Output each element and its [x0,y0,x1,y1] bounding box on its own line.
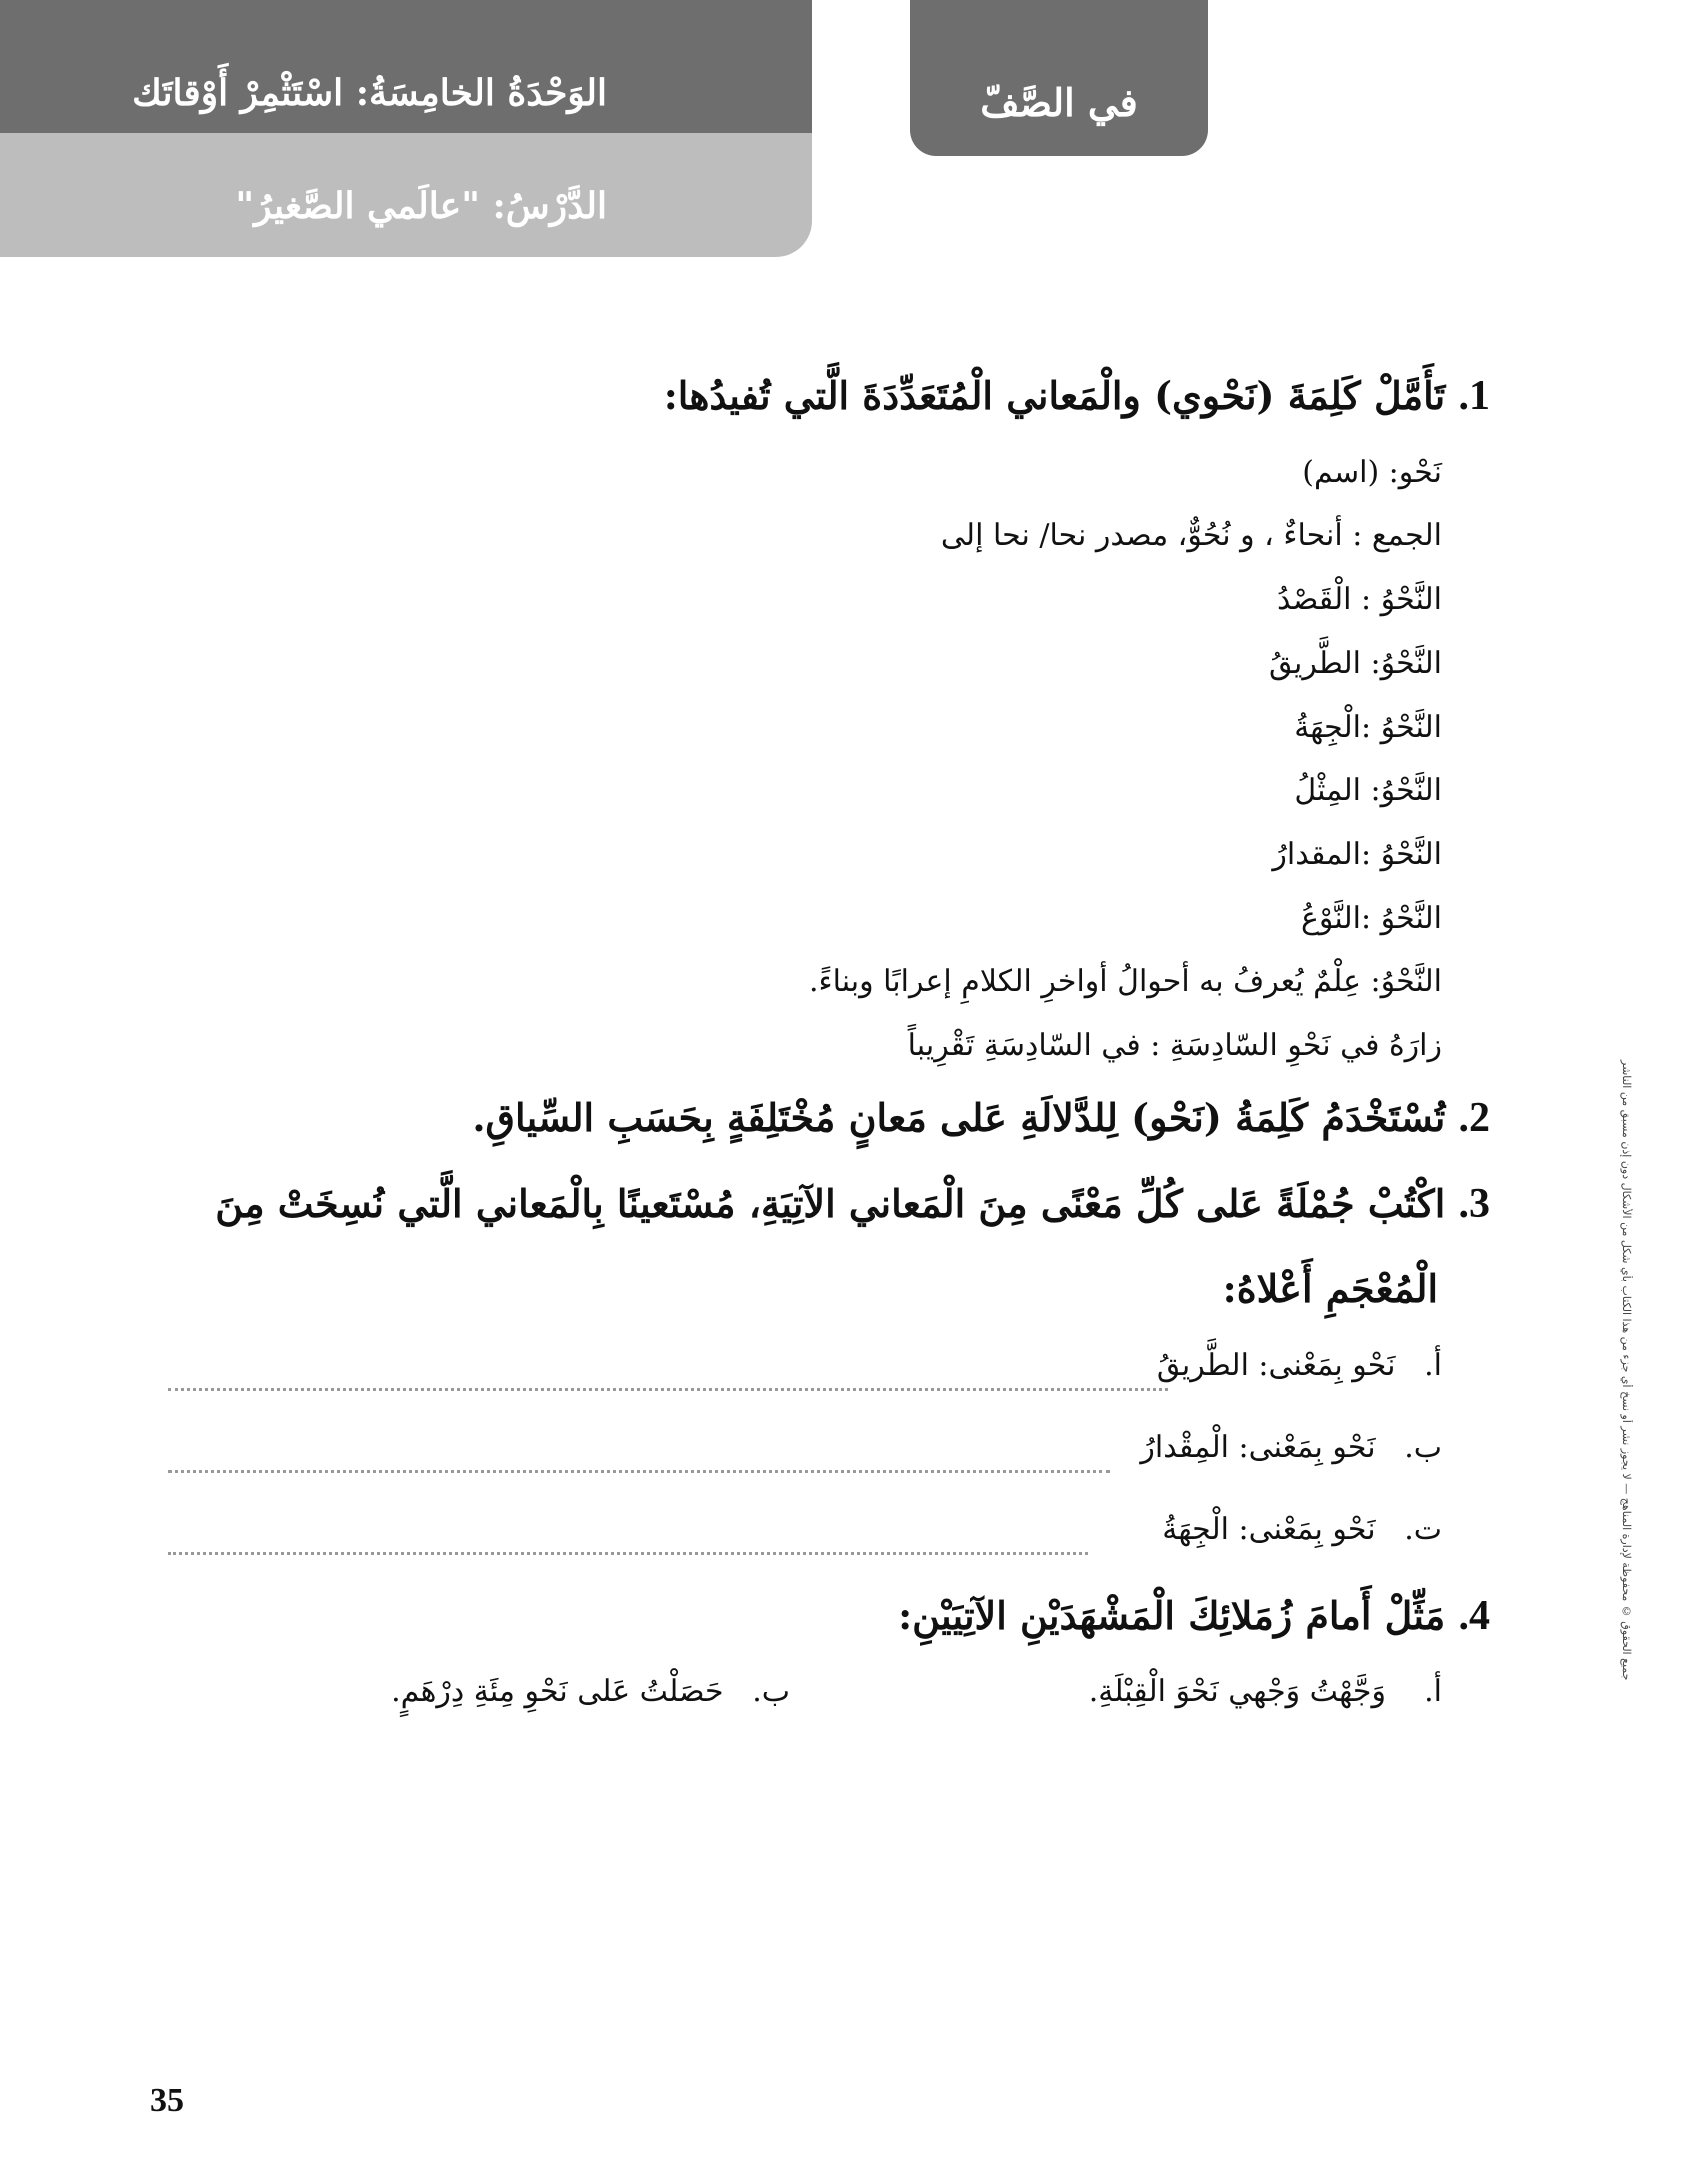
scene-item-a [1089,1674,1442,1709]
dictionary-entry: النَّحْوُ: عِلْمٌ يُعرفُ به أحوالُ أواخرِ الكلامِ إعرابًا وبناءً. [808,964,1442,999]
answer-item-prompt: نَحْو بِمَعْنى: الْمِقْدارُ [1140,1430,1376,1465]
answer-item-a [1157,1348,1442,1383]
class-tab [910,0,1208,156]
dictionary-entry: النَّحْوُ :الْجِهَةُ [1294,710,1442,745]
answer-line-a[interactable] [168,1388,1168,1391]
answer-item-letter: ب. [1404,1430,1442,1465]
question-2-number: 2. [1458,1095,1490,1141]
scene-item-letter: ب. [752,1674,790,1709]
answer-line-b[interactable] [168,1470,1110,1473]
scene-item-b [391,1674,790,1709]
lesson-title: الدَّرْسُ: "عالَمي الصَّغيرُ" [235,185,607,227]
dictionary-entry: النَّحْوُ :المقدارُ [1272,837,1442,872]
question-4-text: مَثِّلْ أَمامَ زُمَلائِكَ الْمَشْهَدَيْنِ الآتِيَيْنِ: [898,1593,1446,1638]
question-3-number: 3. [1458,1181,1490,1227]
dictionary-entry: زارَهُ في نَحْوِ السّادِسَةِ : في السّادِسَةِ تَقْرِيباً [907,1028,1442,1063]
lesson-header [0,133,812,257]
question-3-text: اكْتُبْ جُمْلَةً عَلى كُلِّ مَعْنًى مِنَ الْمَعاني الآتِيَةِ، مُسْتَعينًا بِالْمَعاني الَّتي نُسِخَتْ مِنَ [215,1181,1446,1226]
answer-line-t[interactable] [168,1552,1088,1555]
dictionary-entry: النَّحْوُ : الْقَصْدُ [1277,582,1442,617]
dictionary-entry: الجمع : أنحاءٌ ، و نُحُوٌّ، مصدر نحا/ نحا إلى [940,518,1442,553]
question-1-text: تَأَمَّلْ كَلِمَةَ (نَحْوي) والْمَعاني الْمُتَعَدِّدَةَ الَّتي تُفيدُها: [663,373,1446,418]
answer-item-letter: أ. [1424,1348,1442,1383]
scene-item-text: وَجَّهْتُ وَجْهي نَحْوَ الْقِبْلَةِ. [1088,1674,1386,1709]
answer-item-b [1140,1430,1442,1465]
dictionary-entry: النَّحْوُ: المِثْلُ [1294,773,1442,808]
answer-item-prompt: نَحْو بِمَعْنى: الطَّريقُ [1156,1348,1396,1383]
copyright-note: جميع الحقوق © محفوظة لإدارة المناهج — لا يجوز نشر أو نسخ أي جزء من هذا الكتاب بأي شكل من الأشكال دون إذن مسبق من الناشر [1620,1059,1633,1680]
dictionary-entry: النَّحْوُ: الطَّريقُ [1268,646,1442,681]
scene-item-text: حَصَلْتُ عَلى نَحْوِ مِئَةِ دِرْهَمٍ. [391,1674,724,1709]
scene-item-letter: أ. [1424,1674,1442,1709]
question-2 [472,1094,1490,1142]
class-tab-label: في الصَّفّ [980,80,1138,125]
answer-item-prompt: نَحْو بِمَعْنى: الْجِهَةُ [1162,1512,1376,1547]
page-number: 35 [150,2082,184,2119]
unit-title: الوَحْدَةُ الخامِسَةُ: اسْتَثْمِرْ أَوْقاتَك [132,72,607,114]
question-4 [898,1592,1490,1640]
question-1 [664,372,1490,420]
question-3 [215,1180,1490,1228]
answer-item-t [1162,1512,1442,1547]
question-2-text: تُسْتَخْدَمُ كَلِمَةُ (نَحْو) لِلدَّلالَةِ عَلى مَعانٍ مُخْتَلِفَةٍ بِحَسَبِ السِّياقِ. [472,1095,1446,1140]
question-3-text-continued: الْمُعْجَمِ أَعْلاهُ: [1222,1266,1438,1311]
dictionary-entry: نَحْو: (اسم) [1302,455,1442,490]
unit-header [0,0,812,133]
question-4-number: 4. [1458,1593,1490,1639]
question-1-number: 1. [1458,373,1490,419]
answer-item-letter: ت. [1404,1512,1442,1547]
dictionary-entry: النَّحْوُ :النَّوْعُ [1301,901,1442,936]
